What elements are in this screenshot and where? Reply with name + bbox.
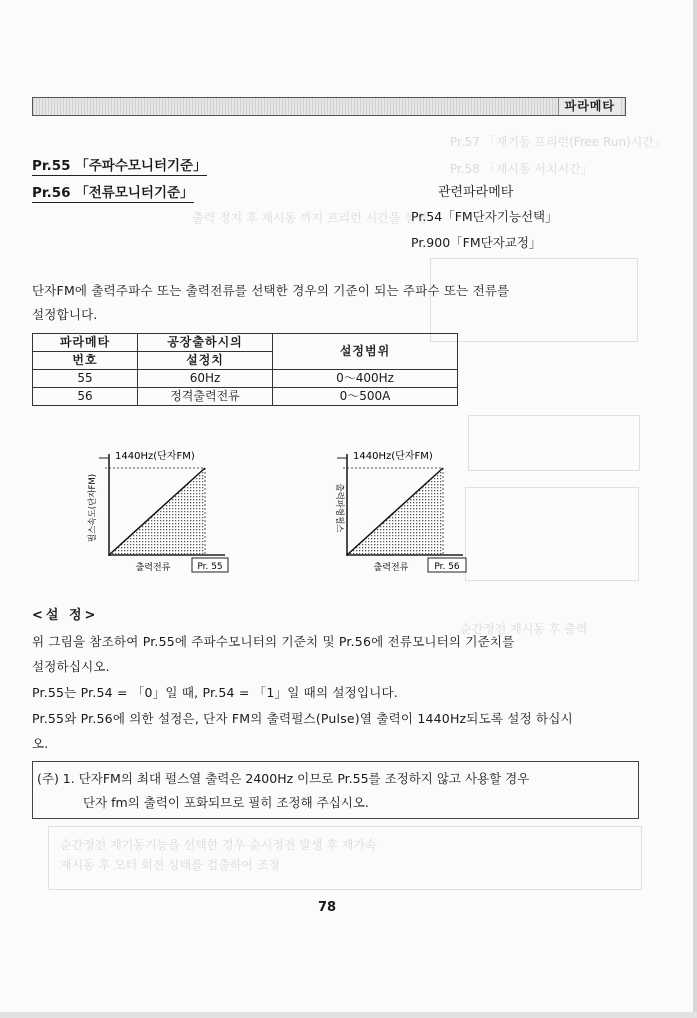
table-cell: 0～500A xyxy=(273,388,458,406)
related-param-pr54: Pr.54「FM단자기능선택」 xyxy=(411,209,558,224)
intro-line-2: 설정합니다. xyxy=(32,307,98,322)
table-cell: 정격출력전류 xyxy=(138,388,273,406)
related-param-pr900: Pr.900「FM단자교정」 xyxy=(411,235,542,250)
table-header-cell: 번호 xyxy=(33,352,138,370)
table-cell: 55 xyxy=(33,370,138,388)
table-header-cell: 파라메타 xyxy=(33,334,138,352)
table-cell: 56 xyxy=(33,388,138,406)
page-number: 78 xyxy=(318,900,337,915)
graph-pr56 xyxy=(323,448,483,578)
setting-line-3: Pr.55는 Pr.54 = 「0」일 때, Pr.54 = 「1」일 때의 설정입니다. xyxy=(32,685,398,700)
table-cell: 60Hz xyxy=(138,370,273,388)
table-header-cell: 설정범위 xyxy=(273,334,458,370)
section-label: 파라메타 xyxy=(558,98,621,115)
graph-pr55 xyxy=(85,448,245,578)
bleed-through-text: 출력 정지 후 재시동 까지 프리런 시간을 설정 xyxy=(192,211,428,225)
note-box xyxy=(32,761,639,819)
param-badge-label: Pr. 56 xyxy=(434,562,460,572)
table-header-cell: 공장출하시의 xyxy=(138,334,273,352)
section-header-bar xyxy=(32,97,626,116)
intro-line-1: 단자FM에 출력주파수 또는 출력전류를 선택한 경우의 기준이 되는 주파수 또는 전류를 xyxy=(32,283,510,298)
setting-heading: <설 정> xyxy=(32,608,99,623)
setting-line-5: 오. xyxy=(32,736,49,751)
bleed-through-box xyxy=(430,258,638,342)
bleed-through-text: 순간정전 재기동기능을 선택한 경우 순시정전 발생 후 재가속 xyxy=(60,838,377,852)
title-pr56: Pr.56 「전류모니터기준」 xyxy=(32,181,194,203)
table-header-cell: 설정치 xyxy=(138,352,273,370)
bleed-through-text: 재시동 후 모터 회전 상태를 검출하여 조정 xyxy=(60,858,280,872)
note-line-1: (주) 1. 단자FM의 최대 펄스열 출력은 2400Hz 이므로 Pr.55를 조정하지 않고 사용할 경우 xyxy=(37,771,530,786)
scan-edge xyxy=(693,0,697,1018)
y-max-label: 1440Hz(단자FM) xyxy=(115,451,195,462)
x-axis-label: 출력전류 xyxy=(373,563,409,573)
x-axis-label: 출력전류 xyxy=(135,563,171,573)
setting-line-1: 위 그림을 참조하여 Pr.55에 주파수모니터의 기준치 및 Pr.56에 전류모니터의 기준치를 xyxy=(32,634,515,649)
related-params-heading: 관련파라메타 xyxy=(438,185,514,200)
y-max-label: 1440Hz(단자FM) xyxy=(353,451,433,462)
graph-pr55-svg xyxy=(85,448,245,578)
bleed-through-text: Pr.57 「재기동 프리런(Free Run)시간」 xyxy=(450,135,666,149)
y-axis-label: 출력파형펄스 xyxy=(334,483,344,533)
parameter-table xyxy=(32,333,458,406)
table-cell: 0～400Hz xyxy=(273,370,458,388)
bleed-through-text: 순간정전 재시동 후 출력 xyxy=(460,622,588,636)
bleed-through-box xyxy=(468,415,640,471)
scan-edge xyxy=(0,1012,697,1018)
setting-line-4: Pr.55와 Pr.56에 의한 설정은, 단자 FM의 출력펄스(Pulse)열 출력이 1440Hz되도록 설정 하십시 xyxy=(32,711,573,726)
table-header-row xyxy=(33,334,458,352)
y-axis-label: 펄스속도(단자FM) xyxy=(88,473,98,543)
graph-pr56-svg xyxy=(323,448,483,578)
bleed-through-text: Pr.58 「재시동 서치시간」 xyxy=(450,162,593,176)
note-line-2: 단자 fm의 출력이 포화되므로 필히 조정해 주십시오. xyxy=(83,795,369,810)
title-pr55: Pr.55 「주파수모니터기준」 xyxy=(32,154,207,176)
bleed-through-box xyxy=(465,487,639,581)
setting-line-2: 설정하십시오. xyxy=(32,659,110,674)
table-row xyxy=(33,370,458,388)
table-row xyxy=(33,388,458,406)
param-badge-label: Pr. 55 xyxy=(197,562,223,572)
